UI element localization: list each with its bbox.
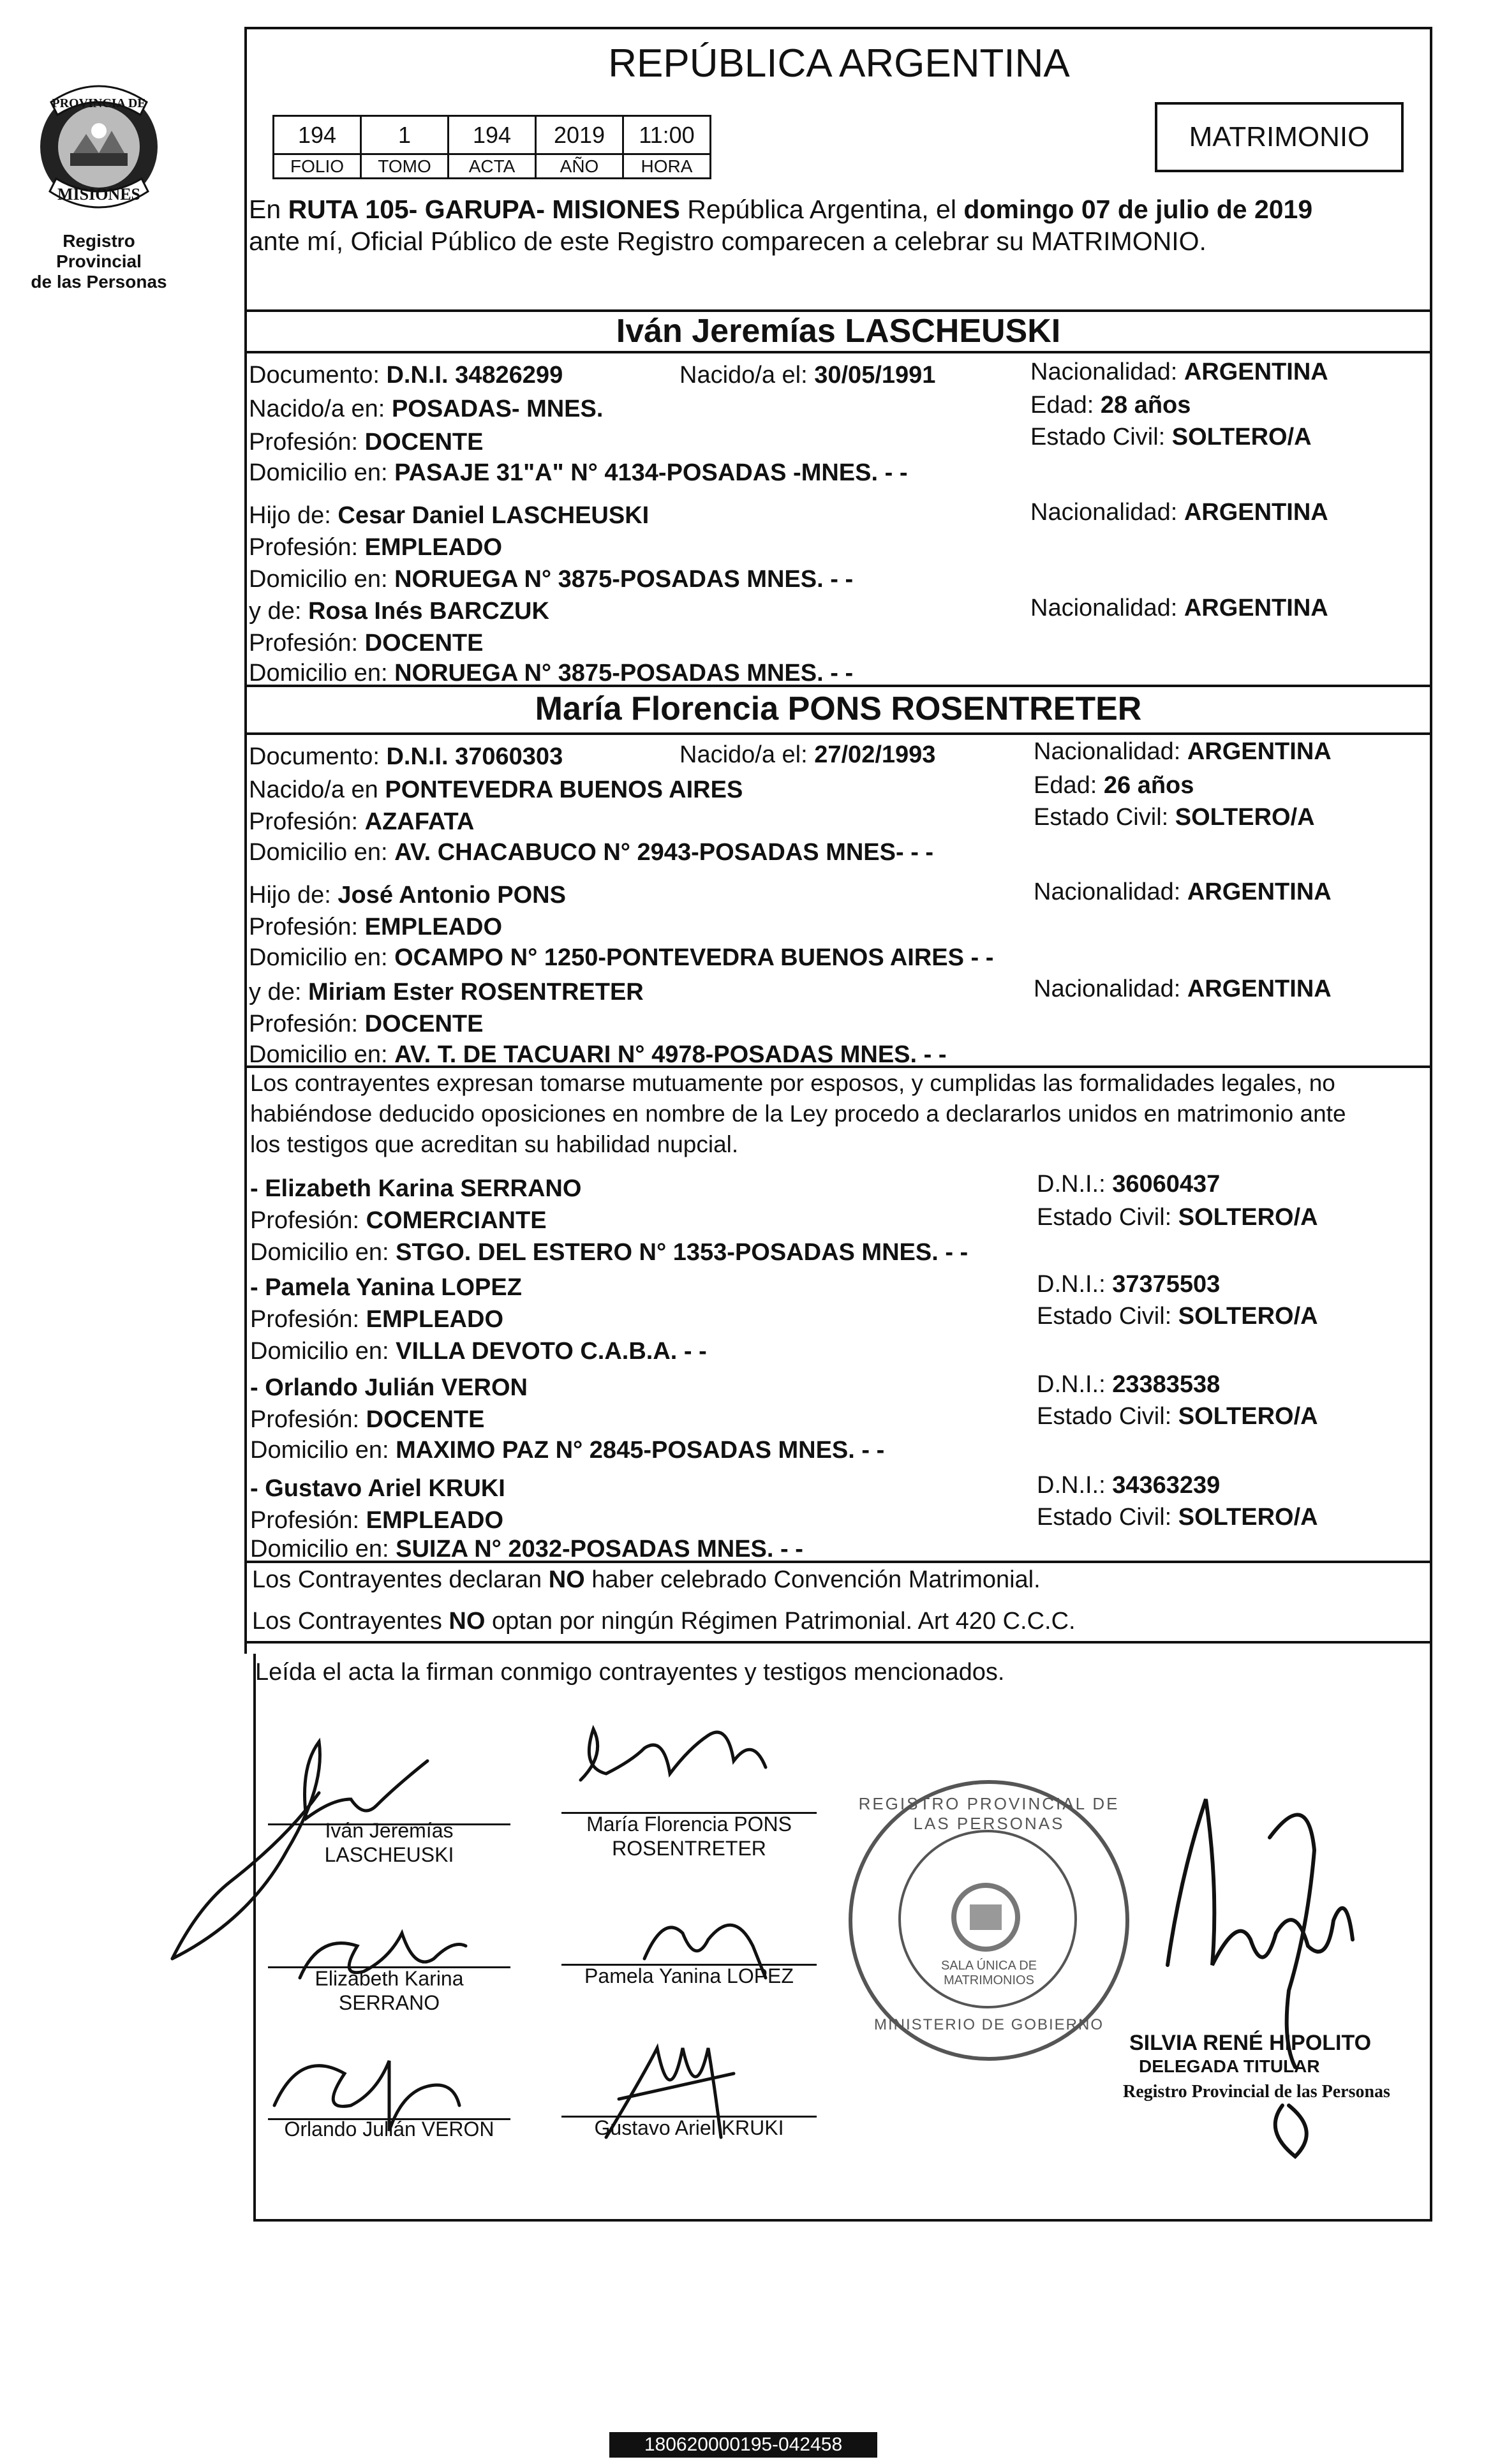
witness-1-prof: Profesión: COMERCIANTE xyxy=(250,1207,547,1234)
tomo-value: 1 xyxy=(361,116,449,154)
spouse1-name: Iván Jeremías LASCHEUSKI xyxy=(616,313,1061,350)
witness-2-addr: Domicilio en: VILLA DEVOTO C.A.B.A. - - xyxy=(250,1338,707,1365)
signature-2-line-2: ROSENTRETER xyxy=(612,1837,766,1860)
witness-3-civil: Estado Civil: SOLTERO/A xyxy=(1037,1403,1318,1430)
witness-3-dni: D.N.I.: 23383538 xyxy=(1037,1371,1221,1398)
acta-value: 194 xyxy=(449,116,536,154)
stamp-ring-text: REGISTRO PROVINCIAL DE LAS PERSONAS xyxy=(858,1794,1120,1833)
declaration-line-3: los testigos que acreditan su habilidad nupcial. xyxy=(250,1131,739,1157)
spouse2-mother: y de: Miriam Ester ROSENTRETER xyxy=(249,979,644,1006)
spouse1-prof: Profesión: DOCENTE xyxy=(249,429,484,456)
hora-value: 11:00 xyxy=(623,116,711,154)
spouse1-doc: Documento: D.N.I. 34826299 xyxy=(249,362,563,389)
spouse1-father-addr: Domicilio en: NORUEGA N° 3875-POSADAS MNES. - - xyxy=(249,566,854,593)
witness-1-dni: D.N.I.: 36060437 xyxy=(1037,1171,1221,1198)
witness-1-name: - Elizabeth Karina SERRANO xyxy=(250,1175,582,1202)
spouse1-born: Nacido/a el: 30/05/1991 xyxy=(679,362,936,389)
declaration-line-2: habiéndose deducido oposiciones en nombre de la Ley procedo a declararlos unidos en matrimonio ante xyxy=(250,1101,1346,1127)
witness-4-dni: D.N.I.: 34363239 xyxy=(1037,1472,1221,1499)
stamp-bottom-text: MINISTERIO DE GOBIERNO xyxy=(873,2016,1104,2033)
witness-3-addr: Domicilio en: MAXIMO PAZ N° 2845-POSADAS MNES. - - xyxy=(250,1437,885,1464)
logo-caption-1: Registro Provincial xyxy=(56,231,142,271)
seal-text-bottom: MISIONES xyxy=(57,185,141,204)
folio-value: 194 xyxy=(274,116,361,154)
closing-text: Leída el acta la firman conmigo contrayentes y testigos mencionados. xyxy=(255,1659,1005,1686)
witness-3-prof: Profesión: DOCENTE xyxy=(250,1406,485,1433)
witness-2-civil: Estado Civil: SOLTERO/A xyxy=(1037,1303,1318,1330)
witness-1-addr: Domicilio en: STGO. DEL ESTERO N° 1353-POSADAS MNES. - - xyxy=(250,1239,969,1266)
witness-4-name: - Gustavo Ariel KRUKI xyxy=(250,1475,505,1502)
spouse1-father-prof: Profesión: EMPLEADO xyxy=(249,534,503,561)
spouse2-nat: Nacionalidad: ARGENTINA xyxy=(1034,738,1332,765)
intro-line-2: ante mí, Oficial Público de este Registro comparecen a celebrar su MATRIMONIO. xyxy=(249,226,1206,256)
official-name: SILVIA RENÉ HIPOLITO xyxy=(1129,2031,1372,2055)
spouse1-mother-prof: Profesión: DOCENTE xyxy=(249,630,484,657)
spouse1-mother: y de: Rosa Inés BARCZUK xyxy=(249,598,549,625)
official-stamp xyxy=(849,1780,1129,2061)
spouse2-addr: Domicilio en: AV. CHACABUCO N° 2943-POSADAS MNES- - - xyxy=(249,839,934,866)
handwritten-signatures-icon xyxy=(160,1691,798,2188)
seal-text-top: PROVINCIA DE xyxy=(52,96,146,110)
intro-line-1: En RUTA 105- GARUPA- MISIONES República Argentina, el domingo 07 de julio de 2019 xyxy=(249,195,1313,224)
spouse2-civil: Estado Civil: SOLTERO/A xyxy=(1034,804,1315,831)
folio-label: FOLIO xyxy=(274,154,361,179)
spouse2-prof: Profesión: AZAFATA xyxy=(249,808,475,835)
signature-1-line-1: Iván Jeremías xyxy=(325,1819,454,1842)
witness-4-civil: Estado Civil: SOLTERO/A xyxy=(1037,1504,1318,1531)
signature-6: Gustavo Ariel KRUKI xyxy=(594,2116,784,2139)
tomo-label: TOMO xyxy=(361,154,449,179)
footer-code: 180620000195-042458 xyxy=(644,2434,843,2455)
record-type: MATRIMONIO xyxy=(1189,121,1370,152)
spouse2-father-nat: Nacionalidad: ARGENTINA xyxy=(1034,879,1332,905)
spouse2-mother-prof: Profesión: DOCENTE xyxy=(249,1011,484,1037)
spouse2-father: Hijo de: José Antonio PONS xyxy=(249,882,566,909)
spouse1-father: Hijo de: Cesar Daniel LASCHEUSKI xyxy=(249,502,650,529)
spouse1-birthplace: Nacido/a en: POSADAS- MNES. xyxy=(249,396,604,422)
signature-4: Pamela Yanina LOPEZ xyxy=(584,1964,794,1987)
stamp-emblem-icon xyxy=(944,1876,1027,1959)
ceremony-place: RUTA 105- GARUPA- MISIONES xyxy=(288,195,680,224)
anio-value: 2019 xyxy=(536,116,623,154)
spouse1-civil: Estado Civil: SOLTERO/A xyxy=(1030,424,1312,450)
record-type-box xyxy=(1155,102,1404,172)
convention-line-2: Los Contrayentes NO optan por ningún Régimen Patrimonial. Art 420 C.C.C. xyxy=(252,1608,1076,1635)
convention-line-1: Los Contrayentes declaran NO haber celebrado Convención Matrimonial. xyxy=(252,1566,1041,1593)
registry-logo xyxy=(26,64,172,292)
spouse1-mother-nat: Nacionalidad: ARGENTINA xyxy=(1030,595,1328,621)
country-title: REPÚBLICA ARGENTINA xyxy=(608,41,1070,85)
spouse1-mother-addr: Domicilio en: NORUEGA N° 3875-POSADAS MNES. - - xyxy=(249,660,854,687)
signature-2-line-1: María Florencia PONS xyxy=(586,1813,792,1836)
signature-5: Orlando Julián VERON xyxy=(284,2118,494,2141)
spouse1-age: Edad: 28 años xyxy=(1030,392,1191,419)
footer-code-bar xyxy=(609,2432,877,2458)
spouse2-mother-addr: Domicilio en: AV. T. DE TACUARI N° 4978-POSADAS MNES. - - xyxy=(249,1041,947,1068)
province-seal-icon xyxy=(26,64,172,230)
hora-label: HORA xyxy=(623,154,711,179)
declaration-line-1: Los contrayentes expresan tomarse mutuamente por esposos, y cumplidas las formalidades legales, no xyxy=(250,1070,1335,1096)
witness-4-addr: Domicilio en: SUIZA N° 2032-POSADAS MNES. - - xyxy=(250,1536,803,1562)
ceremony-date: domingo 07 de julio de 2019 xyxy=(963,195,1313,224)
spouse2-birthplace: Nacido/a en PONTEVEDRA BUENOS AIRES xyxy=(249,776,743,803)
signature-3-line-1: Elizabeth Karina xyxy=(315,1967,464,1990)
spouse2-born: Nacido/a el: 27/02/1993 xyxy=(679,741,936,768)
spouse1-addr: Domicilio en: PASAJE 31"A" N° 4134-POSADAS -MNES. - - xyxy=(249,459,908,486)
spouse1-father-nat: Nacionalidad: ARGENTINA xyxy=(1030,499,1328,526)
spouse1-nat: Nacionalidad: ARGENTINA xyxy=(1030,359,1328,385)
witness-2-name: - Pamela Yanina LOPEZ xyxy=(250,1274,522,1301)
acta-label: ACTA xyxy=(449,154,536,179)
witness-2-prof: Profesión: EMPLEADO xyxy=(250,1306,504,1333)
spouse2-father-addr: Domicilio en: OCAMPO N° 1250-PONTEVEDRA BUENOS AIRES - - xyxy=(249,944,994,971)
anio-label: AÑO xyxy=(536,154,623,179)
logo-caption-2: de las Personas xyxy=(31,272,167,292)
record-numbers xyxy=(272,115,711,179)
spouse2-mother-nat: Nacionalidad: ARGENTINA xyxy=(1034,976,1332,1002)
witness-2-dni: D.N.I.: 37375503 xyxy=(1037,1271,1221,1298)
witness-3-name: - Orlando Julián VERON xyxy=(250,1374,528,1401)
spouse2-age: Edad: 26 años xyxy=(1034,772,1194,799)
stamp-inner-text: SALA ÚNICA DE MATRIMONIOS xyxy=(940,1959,1037,1987)
spouse2-name: María Florencia PONS ROSENTRETER xyxy=(535,690,1142,727)
witness-4-prof: Profesión: EMPLEADO xyxy=(250,1507,504,1534)
signature-3-line-2: SERRANO xyxy=(338,1991,440,2014)
official-signature-icon xyxy=(1142,1774,1423,2188)
spouse2-doc: Documento: D.N.I. 37060303 xyxy=(249,743,563,770)
spouse2-father-prof: Profesión: EMPLEADO xyxy=(249,914,503,940)
signature-1-line-2: LASCHEUSKI xyxy=(324,1843,454,1866)
official-title: DELEGADA TITULAR xyxy=(1139,2056,1320,2076)
witness-1-civil: Estado Civil: SOLTERO/A xyxy=(1037,1204,1318,1231)
official-office: Registro Provincial de las Personas xyxy=(1123,2082,1390,2102)
